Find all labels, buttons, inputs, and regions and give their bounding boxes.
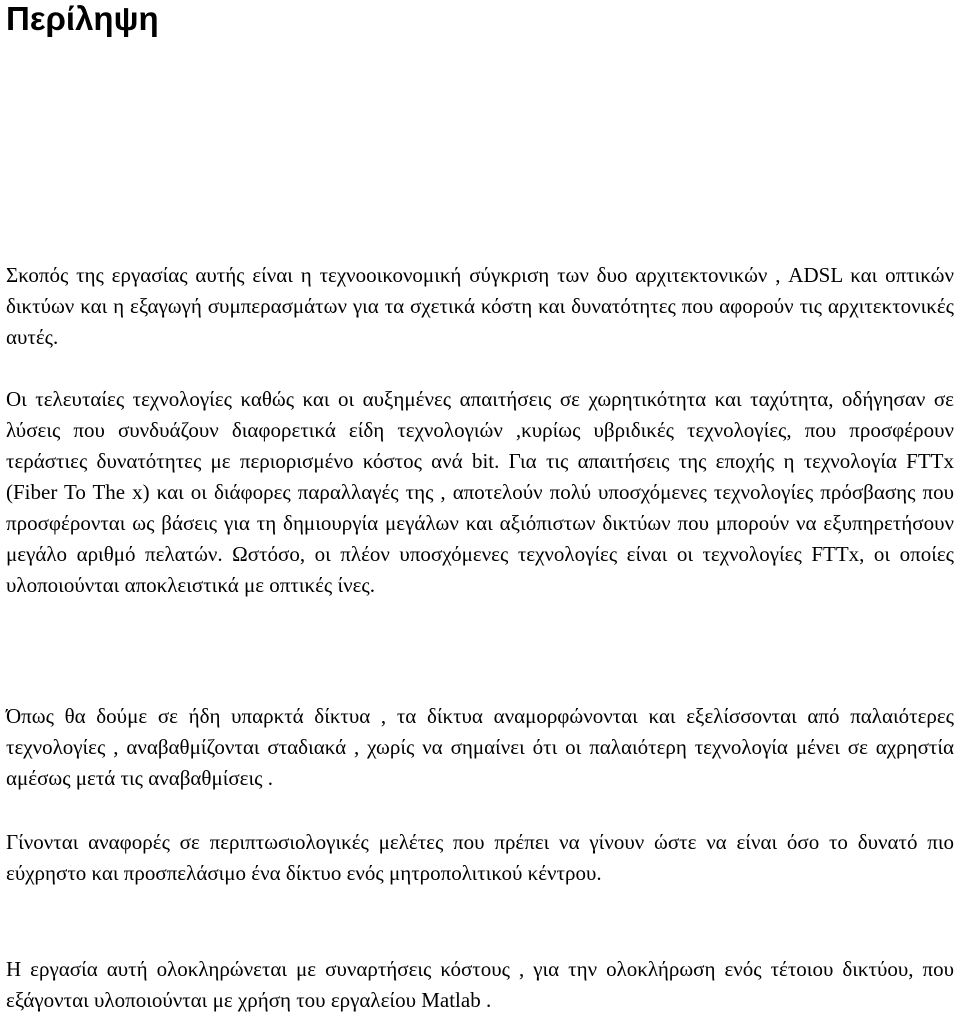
paragraph-purpose: Σκοπός της εργασίας αυτής είναι η τεχνοοικονομική σύγκριση των δυο αρχιτεκτονικών , ADSL και οπτικών δικτύων και η εξαγωγή συμπερασμάτων για τα σχετικά κόστη και δυνατότητες που αφορούν τις αρχιτεκτονικές αυτές. [6,263,954,349]
paragraph-cost-functions: Η εργασία αυτή ολοκληρώνεται με συναρτήσεις κόστους , για την ολοκλήρωση ενός τέτοιου δικτύου, που εξάγονται υλοποιούνται με χρήση του εργαλείου Matlab . [6,957,954,1012]
paragraph-technologies: Οι τελευταίες τεχνολογίες καθώς και οι αυξημένες απαιτήσεις σε χωρητικότητα και ταχύτητα, οδήγησαν σε λύσεις που συνδυάζουν διαφορετικά είδη τεχνολογιών ,κυρίως υβριδικές τεχνολογίες, που προσφέρουν τεράστιες δυνατότητες με περιορισμένο κόστος ανά bit. Για τις απαιτήσεις της εποχής η τεχνολογία FTTx (Fiber To The x) και οι διάφορες παραλλαγές της , αποτελούν πολύ υποσχόμενες τεχνολογίες πρόσβασης που προσφέρονται ως βάσεις για τη δημιουργία μεγάλων και αξιόπιστων δικτύων που μπορούν να εξυπηρετήσουν μεγάλο αριθμό πελατών. Ωστόσο, οι πλέον υποσχόμενες τεχνολογίες είναι οι τεχνολογίες FTTx, οι οποίες υλοποιούνται αποκλειστικά με οπτικές ίνες. [6,387,954,597]
paragraph-case-studies: Γίνονται αναφορές σε περιπτωσιολογικές μελέτες που πρέπει να γίνουν ώστε να είναι όσο το δυνατό πιο εύχρηστο και προσπελάσιμο ένα δίκτυο ενός μητροπολιτικού κέντρου. [6,830,954,885]
page-title: Περίληψη [6,0,159,37]
paragraph-network-evolution: Όπως θα δούμε σε ήδη υπαρκτά δίκτυα , τα δίκτυα αναμορφώνονται και εξελίσσονται από παλαιότερες τεχνολογίες , αναβαθμίζονται σταδιακά , χωρίς να σημαίνει ότι οι παλαιότερη τεχνολογία μένει σε αχρηστία αμέσως μετά τις αναβαθμίσεις . [6,704,954,790]
